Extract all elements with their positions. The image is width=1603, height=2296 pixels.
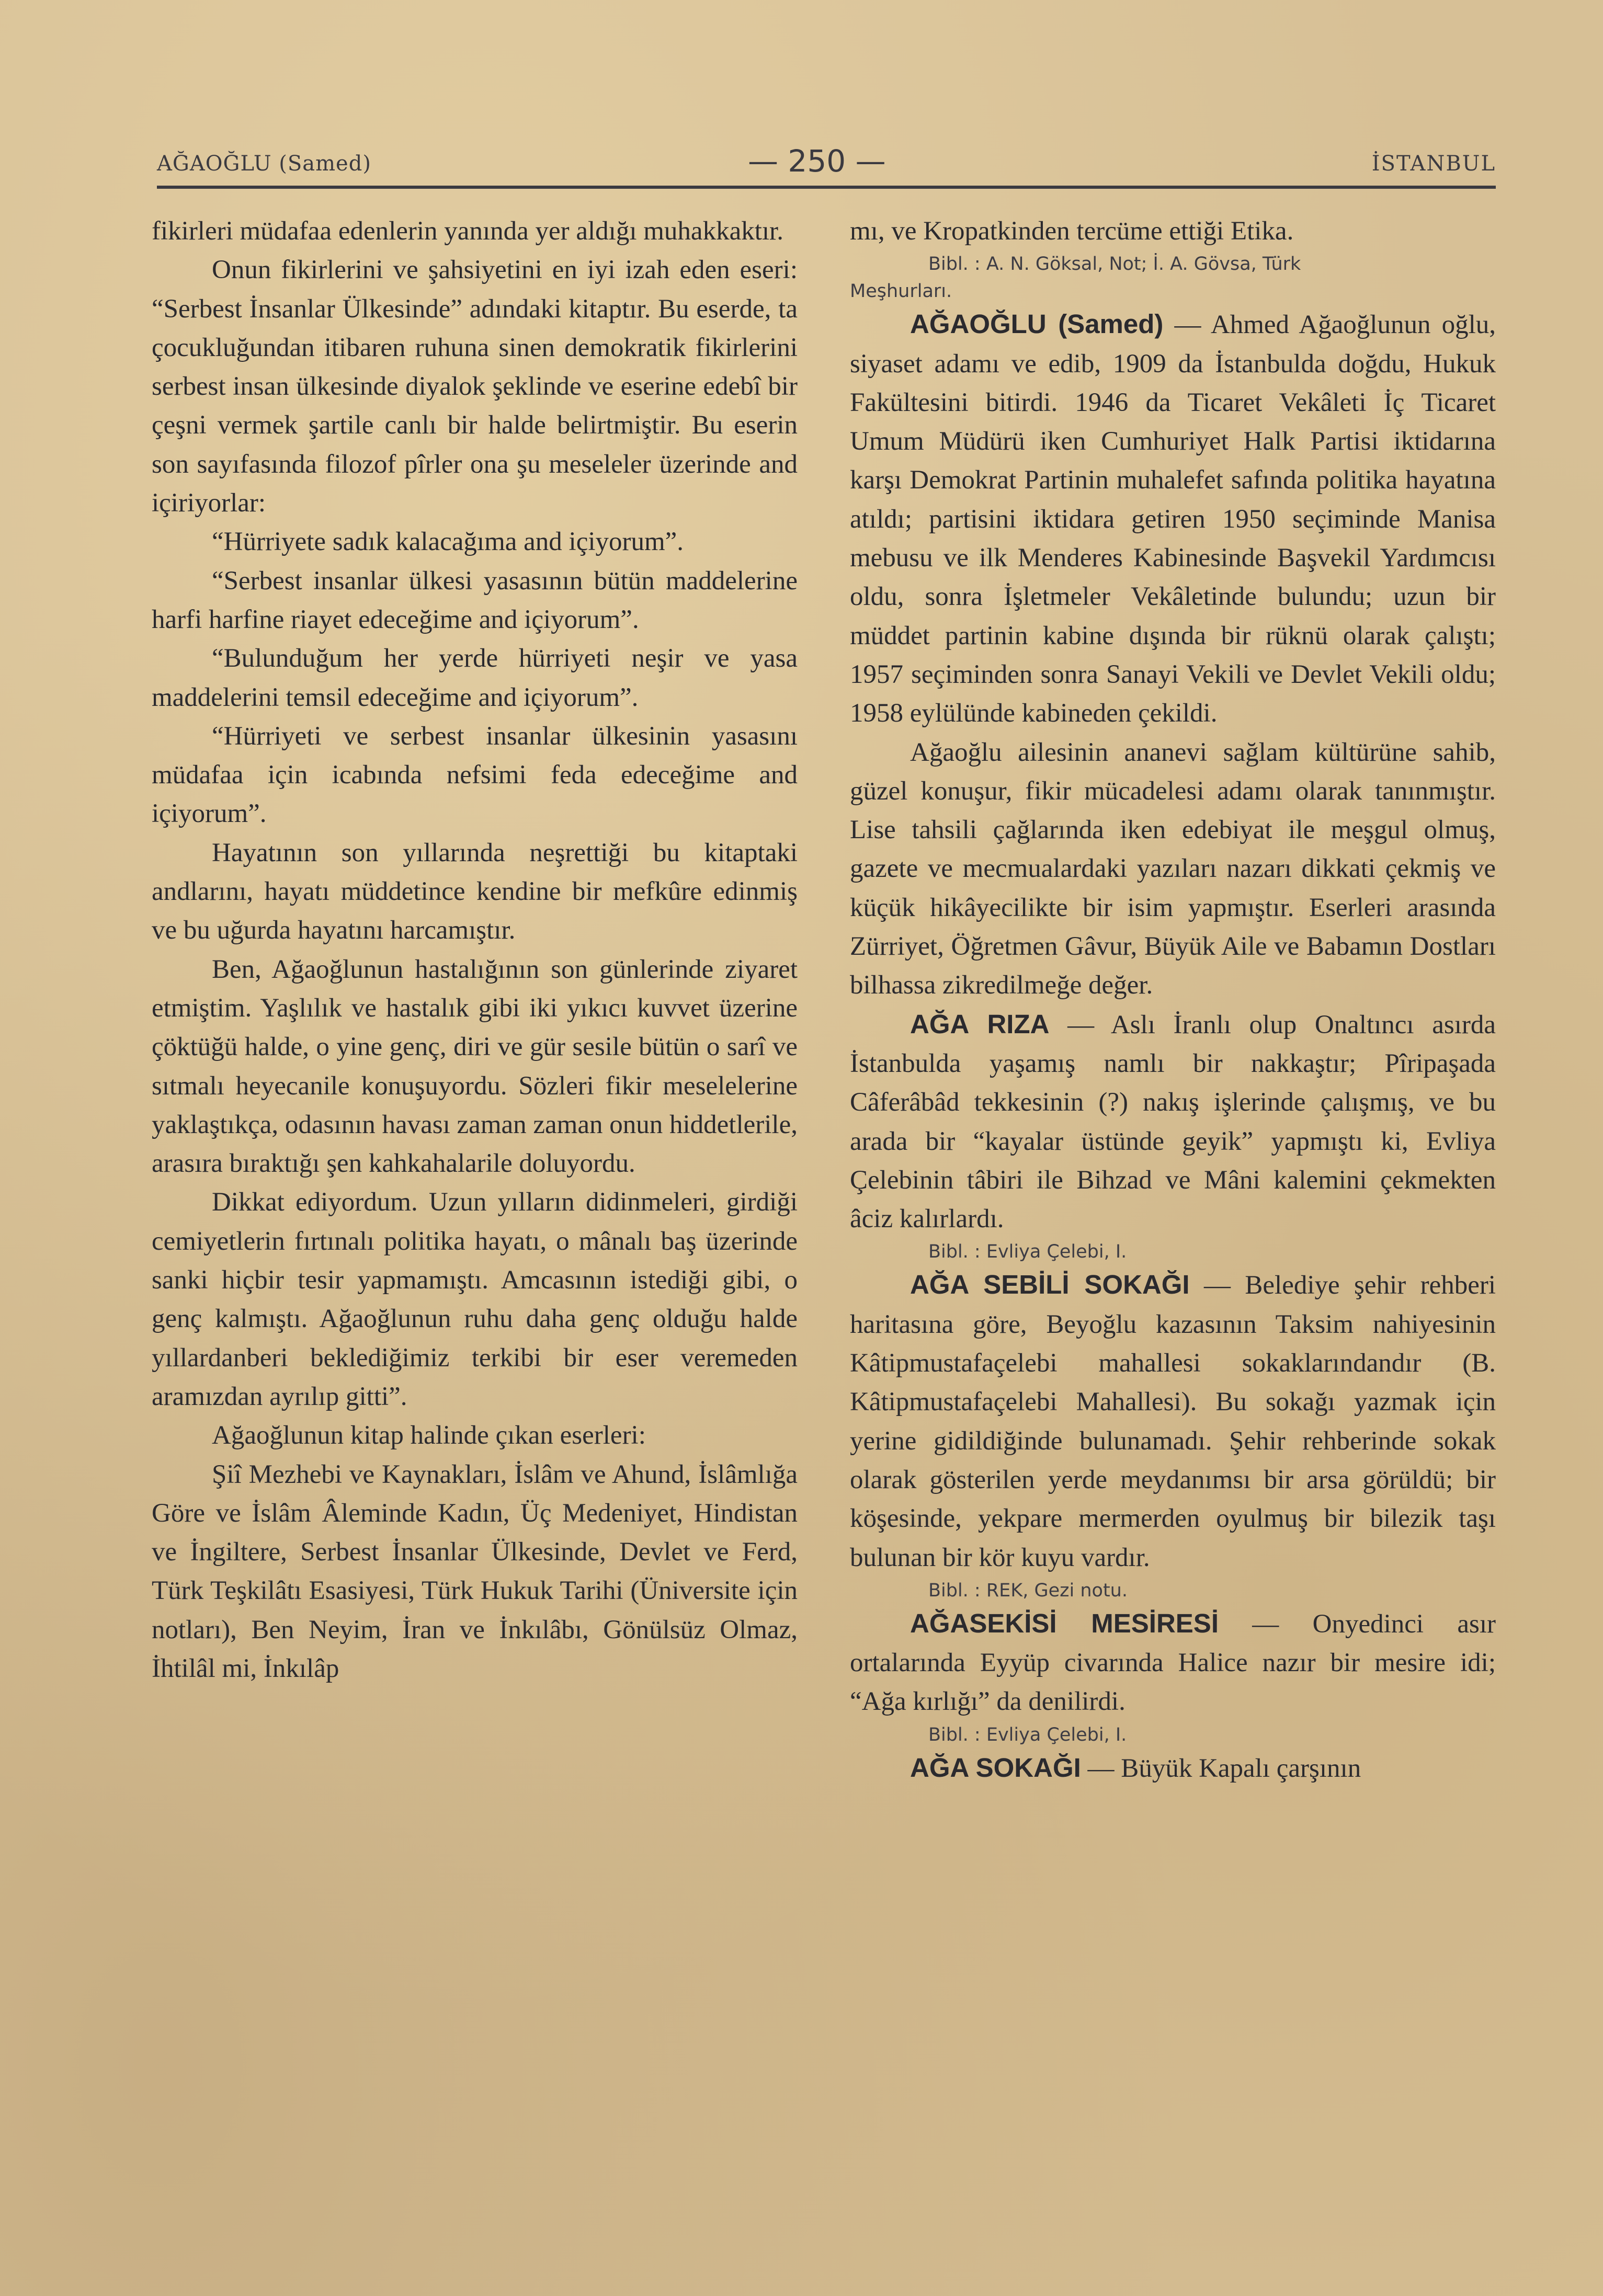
- entry-title: AĞASEKİSİ MESİRESİ: [910, 1608, 1219, 1638]
- right-column: [850, 212, 1496, 1788]
- paragraph: fikirleri müdafaa edenlerin yanında yer aldığı muhakkaktır.: [152, 216, 783, 246]
- left-column: [152, 212, 798, 1688]
- bibliography: Bibl. : A. N. Göksal, Not; İ. A. Gövsa, Türk: [928, 254, 1301, 275]
- oath-quote: “Serbest insanlar ülkesi yasasının bütün maddelerine harfi harfine riayet edeceğime and içiyorum”.: [152, 566, 798, 634]
- running-head-left: AĞAOĞLU (Samed): [157, 152, 371, 176]
- paragraph: Dikkat ediyordum. Uzun yılların didinmeleri, girdiği cemiyetlerin fırtınalı politika hayatı, o mânalı baş üzerinde sanki hiçbir tesir yapmamıştı. Amcasının istediği gibi, o genç kalmıştı. Ağaoğlunun ruhu daha genç olduğu halde yıllardanberi beklediğimiz terkibi bir eser veremeden aramızdan ayrılıp gitti”.: [152, 1187, 798, 1411]
- entry-title: AĞA SOKAĞI: [910, 1752, 1081, 1783]
- entry-agaoglu-samed: [850, 305, 1496, 733]
- entry-text: — Onyedinci asır ortalarında Eyyüp civarında Halice nazır bir mesire idi; “Ağa kırlığı” da denilirdi.: [850, 1609, 1496, 1717]
- oath-quote: “Bulunduğum her yerde hürriyeti neşir ve yasa maddelerini temsil edeceğime and içiyorum”.: [152, 644, 798, 712]
- paragraph: mı, ve Kropatkinden tercüme ettiği Etika.: [850, 216, 1294, 246]
- oath-quote: “Hürriyete sadık kalacağıma and içiyorum”.: [212, 527, 684, 557]
- paragraph: Hayatının son yıllarında neşrettiği bu kitaptaki andlarını, hayatı müddetince kendine bir mefkûre edinmiş ve bu uğurda hayatını harcamıştır.: [152, 838, 798, 945]
- entry-title: AĞA SEBİLİ SOKAĞI: [910, 1270, 1190, 1300]
- entry-text: — Belediye şehir rehberi haritasına göre, Beyoğlu kazasının Taksim nahiyesinin Kâtipmustafaçelebi mahallesi sokaklarındandır (B. Kâtipmustafaçelebi Mahallesi). Bu sokağı yazmak için yerine gidildiğinde bulunamadı. Şehir rehberinde sokak olarak gösterilen yerde meydanımsı bir arsa görüldü; bir köşesinde, yekpare mermerden oyulmuş bir bilezik taşı bulunan bir kör kuyu vardır.: [850, 1271, 1496, 1572]
- paragraph: Ben, Ağaoğlunun hastalığının son günlerinde ziyaret etmiştim. Yaşlılık ve hastalık gibi iki yıkıcı kuvvet üzerine çöktüğü halde, o yine genç, diri ve gür sesile bütün o sarî ve sıtmalı heyecanile konuşuyordu. Sözleri fikir meselelerine yaklaştıkça, odasının havası zaman zaman onun hiddetlerile, arasıra bıraktığı şen kahkahalarile doluyordu.: [152, 954, 798, 1179]
- page-number: — 250 —: [748, 143, 886, 179]
- entry-aga-sokagi: [850, 1749, 1496, 1788]
- paragraph: Onun fikirlerini ve şahsiyetini en iyi izah eden eseri: “Serbest İnsanlar Ülkesinde” adındaki kitaptır. Bu eserde, ta çocukluğundan itibaren ruhuna sinen demokratik fikirlerini serbest insan ülkesinde diyalok şeklinde ve eserine edebî bir çeşni vermek şartile canlı bir halde belirtmiştir. Bu eserin son sayıfasında filozof pîrler ona şu meseleler üzerinde and içiriyorlar:: [152, 255, 798, 518]
- bibliography: Bibl. : Evliya Çelebi, I.: [928, 1241, 1127, 1263]
- paragraph: Ağaoğlunun kitap halinde çıkan eserleri:: [212, 1421, 646, 1450]
- entry-title: AĞA RIZA: [910, 1009, 1050, 1039]
- entry-agasekisi-mesiresi: [850, 1604, 1496, 1721]
- page-header: [157, 143, 1496, 183]
- entry-text: — Ahmed Ağaoğlunun oğlu, siyaset adamı ve edib, 1909 da İstanbulda doğdu, Hukuk Fakültesini bitirdi. 1946 da Ticaret Vekâleti İç Ticaret Umum Müdürü iken Cumhuriyet Halk Partisi iktidarına karşı Demokrat Partinin muhalefet safında politika hayatına atıldı; partisini iktidara getiren 1950 seçiminde Manisa mebusu ve ilk Menderes Kabinesinde Başvekil Yardımcısı oldu, sonra İşletmeler Vekâletinde bulundu; uzun bir müddet partinin kabine dışında bir rüknü olarak çalıştı; 1957 seçiminden sonra Sanayi Vekili ve Devlet Vekili oldu; 1958 eylülünde kabineden çekildi.: [850, 310, 1496, 728]
- bibliography: Meşhurları.: [850, 281, 952, 302]
- works-list: Şiî Mezhebi ve Kaynakları, İslâm ve Ahund, İslâmlığa Göre ve İslâm Âleminde Kadın, Üç Medeniyet, Hindistan ve İngiltere, Serbest İnsanlar Ülkesinde, Devlet ve Ferd, Türk Teşkilâtı Esasiyesi, Türk Hukuk Tarihi (Üniversite için notları), Ben Neyim, İran ve İnkılâbı, Gönülsüz Olmaz, İhtilâl mi, İnkılâp: [152, 1459, 798, 1683]
- paragraph: Ağaoğlu ailesinin ananevi sağlam kültürüne sahib, güzel konuşur, fikir mücadelesi adamı olarak tanınmıştır. Lise tahsili çağlarında iken edebiyat ile meşgul olmuş, gazete ve mecmualardaki yazıları nazarı dikkati çekmiş ve küçük hikâyecilikte bir isim yapmıştır. Eserleri arasında Zürriyet, Öğretmen Gâvur, Büyük Aile ve Babamın Dostları bilhassa zikredilmeğe değer.: [850, 737, 1496, 1000]
- running-head-right: İSTANBUL: [1371, 152, 1496, 176]
- entry-text: — Aslı İranlı olup Onaltıncı asırda İstanbulda yaşamış namlı bir nakkaştır; Pîripaşada Câferâbâd tekkesinin (?) nakış işlerinde çalışmış, ve bu arada bir “kayalar üstünde geyik” yapmıştı ki, Evliya Çelebinin tâbiri ile Bihzad ve Mâni kalemini çekmekten âciz kalırlardı.: [850, 1010, 1496, 1234]
- bibliography: Bibl. : Evliya Çelebi, I.: [928, 1724, 1127, 1745]
- entry-text: — Büyük Kapalı çarşının: [1081, 1753, 1361, 1783]
- bibliography: Bibl. : REK, Gezi notu.: [928, 1580, 1128, 1601]
- entry-aga-sebili-sokagi: [850, 1265, 1496, 1577]
- oath-quote: “Hürriyeti ve serbest insanlar ülkesinin yasasını müdafaa için icabında nefsimi feda edeceğime and içiyorum”.: [152, 721, 798, 829]
- entry-aga-riza: [850, 1005, 1496, 1239]
- entry-title: AĞAOĞLU (Samed): [910, 309, 1164, 339]
- header-rule: [157, 186, 1496, 189]
